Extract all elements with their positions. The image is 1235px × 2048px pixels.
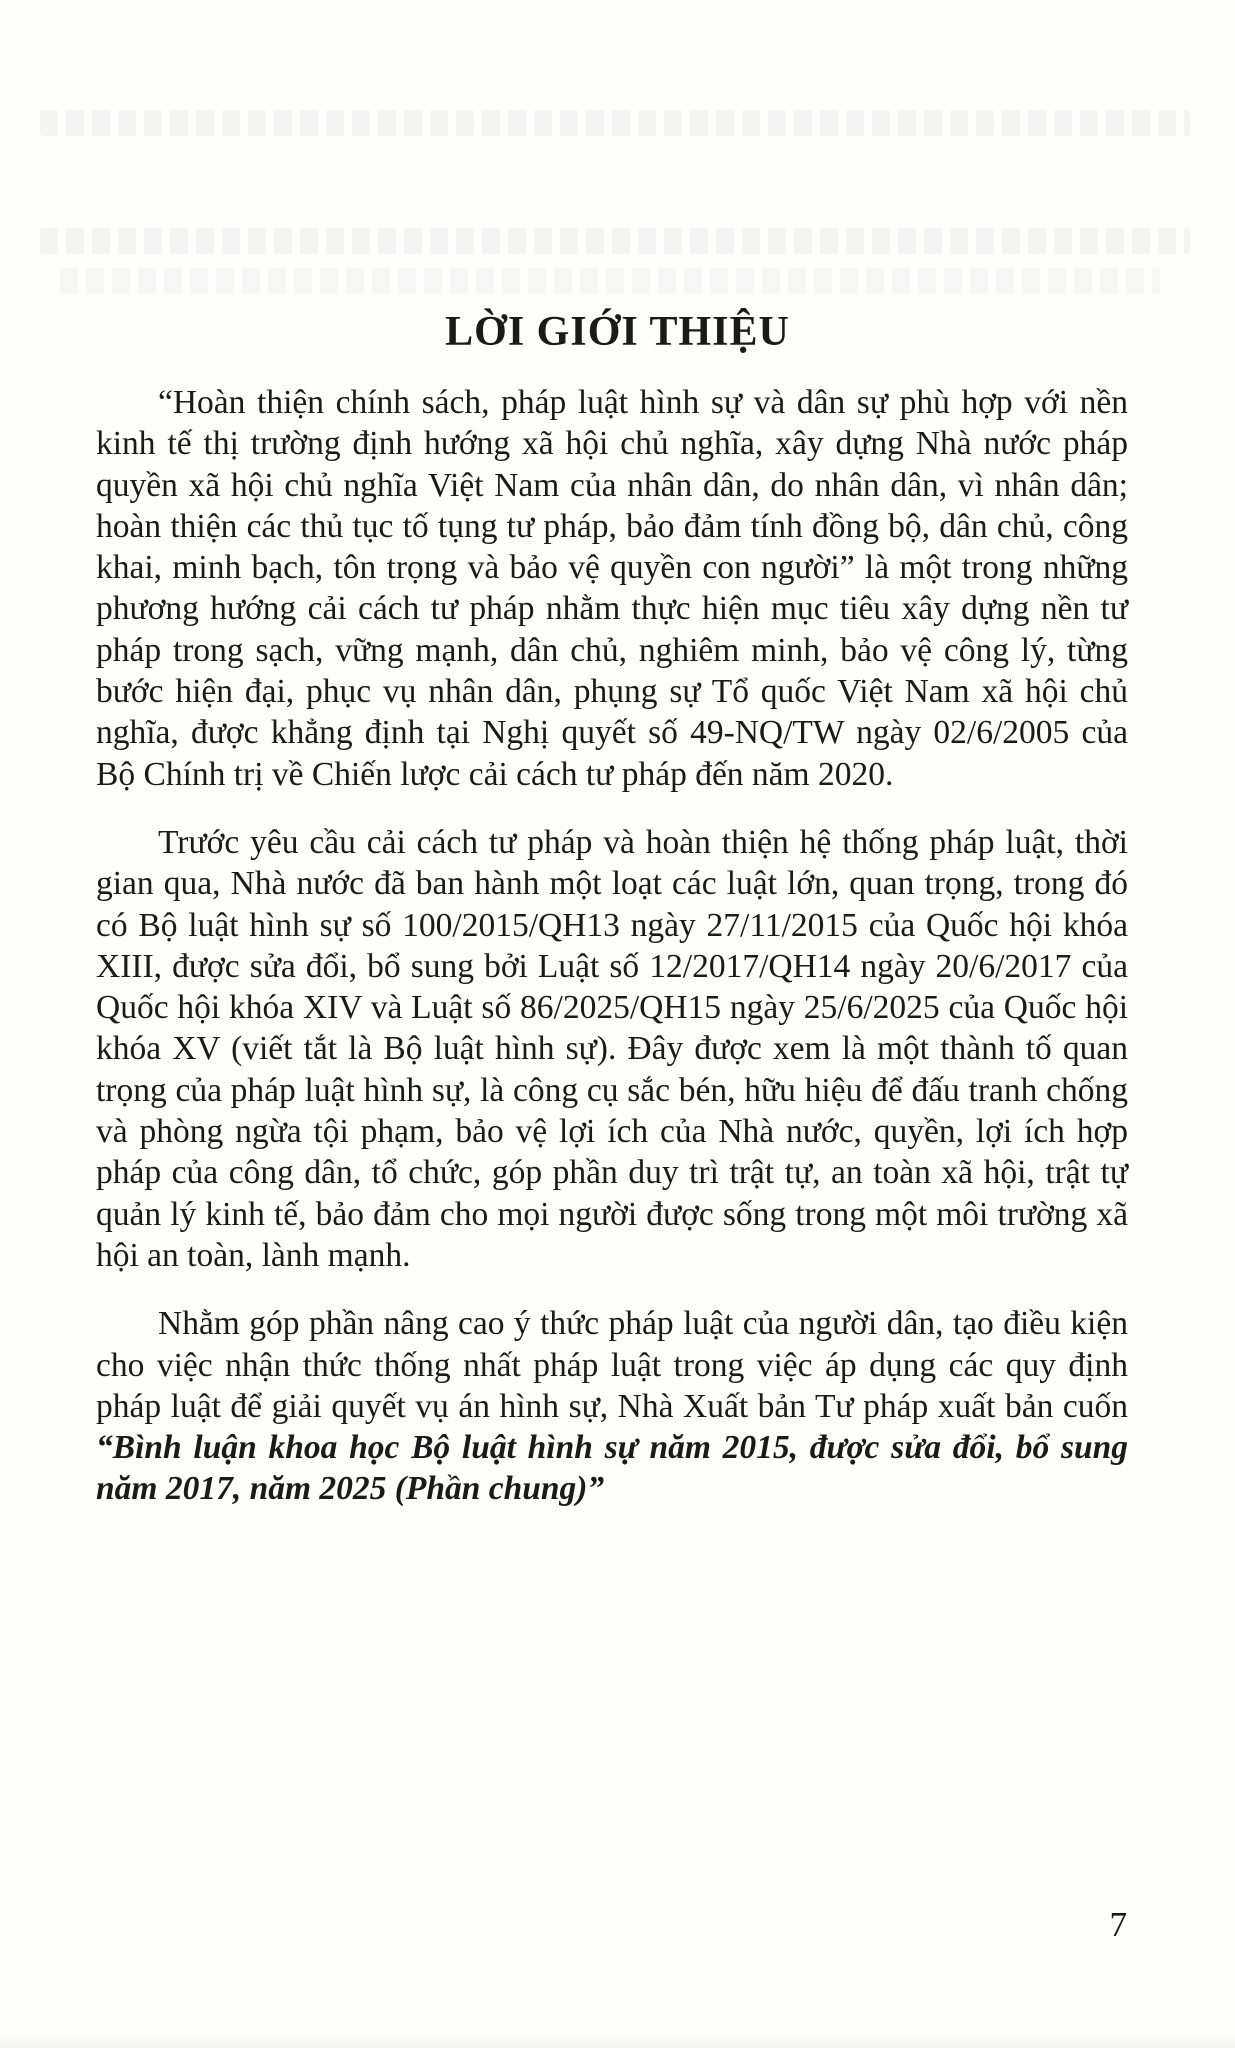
paragraph-1: “Hoàn thiện chính sách, pháp luật hình sự và dân sự phù hợp với nền kinh tế thị trường định hướng xã hội chủ nghĩa, xây dựng Nhà nước pháp quyền xã hội chủ nghĩa Việt Nam của nhân dân, do nhân dân, vì nhân dân; hoàn thiện các thủ tục tố tụng tư pháp, bảo đảm tính đồng bộ, dân chủ, công khai, minh bạch, tôn trọng và bảo vệ quyền con người” là một trong những phương hướng cải cách tư pháp nhằm thực hiện mục tiêu xây dựng nền tư pháp trong sạch, vững mạnh, dân chủ, nghiêm minh, bảo vệ công lý, từng bước hiện đại, phục vụ nhân dân, phụng sự Tổ quốc Việt Nam xã hội chủ nghĩa, được khẳng định tại Nghị quyết số 49-NQ/TW ngày 02/6/2005 của Bộ Chính trị về Chiến lược cải cách tư pháp đến năm 2020.	[96, 384, 1128, 793]
show-through-text	[60, 268, 1160, 294]
show-through-text	[40, 110, 1190, 136]
page-number: 7	[1109, 1905, 1127, 1944]
body-text	[96, 382, 1128, 1510]
show-through-text	[40, 228, 1190, 254]
scan-edge-shadow	[0, 2034, 1235, 2048]
paragraph-3	[96, 1303, 1128, 1509]
page-title: LỜI GIỚI THIỆU	[445, 309, 790, 355]
paragraph-2: Trước yêu cầu cải cách tư pháp và hoàn thiện hệ thống pháp luật, thời gian qua, Nhà nước đã ban hành một loạt các luật lớn, quan trọng, trong đó có Bộ luật hình sự số 100/2015/QH13 ngày 27/11/2015 của Quốc hội khóa XIII, được sửa đổi, bổ sung bởi Luật số 12/2017/QH14 ngày 20/6/2017 của Quốc hội khóa XIV và Luật số 86/2025/QH15 ngày 25/6/2025 của Quốc hội khóa XV (viết tắt là Bộ luật hình sự). Đây được xem là một thành tố quan trọng của pháp luật hình sự, là công cụ sắc bén, hữu hiệu để đấu tranh chống và phòng ngừa tội phạm, bảo vệ lợi ích của Nhà nước, quyền, lợi ích hợp pháp của công dân, tổ chức, góp phần duy trì trật tự, an toàn xã hội, trật tự quản lý kinh tế, bảo đảm cho mọi người được sống trong một môi trường xã hội an toàn, lành mạnh.	[96, 823, 1128, 1274]
paragraph-3-lead: Nhằm góp phần nâng cao ý thức pháp luật của người dân, tạo điều kiện cho việc nhận thức thống nhất pháp luật trong việc áp dụng các quy định pháp luật để giải quyết vụ án hình sự, Nhà Xuất bản Tư pháp xuất bản cuốn	[96, 1305, 1128, 1425]
book-title: “Bình luận khoa học Bộ luật hình sự năm 2015, được sửa đổi, bổ sung năm 2017, năm 2025 (Phần chung)”	[96, 1429, 1128, 1508]
